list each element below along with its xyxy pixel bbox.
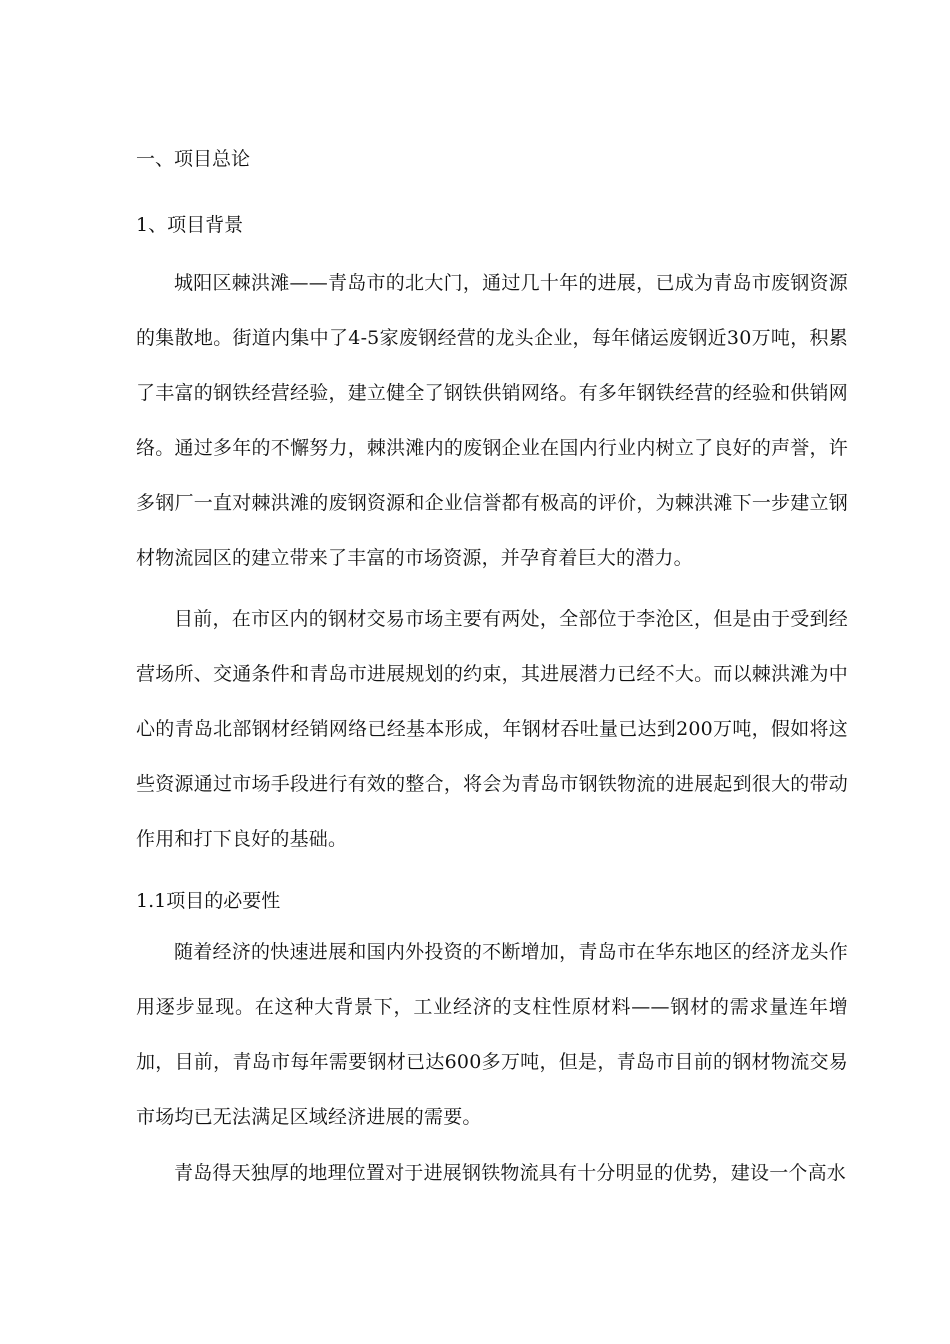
paragraph-background-1: 城阳区棘洪滩——青岛市的北大门，通过几十年的进展，已成为青岛市废钢资源的集散地。街道内集中了4-5家废钢经营的龙头企业，每年储运废钢近30万吨，积累了丰富的钢铁经营经验，建立健全了钢铁供销网络。有多年钢铁经营的经验和供销网络。通过多年的不懈努力，棘洪滩内的废钢企业在国内行业内树立了良好的声誉，许多钢厂一直对棘洪滩的废钢资源和企业信誉都有极高的评价，为棘洪滩下一步建立钢材物流园区的建立带来了丰富的市场资源，并孕育着巨大的潜力。 bbox=[136, 272, 848, 569]
paragraph-necessity-1: 随着经济的快速进展和国内外投资的不断增加，青岛市在华东地区的经济龙头作用逐步显现。在这种大背景下，工业经济的支柱性原材料——钢材的需求量连年增加，目前，青岛市每年需要钢材已达600多万吨，但是，青岛市目前的钢材物流交易市场均已无法满足区域经济进展的需要。 bbox=[136, 941, 848, 1128]
subsection-heading-background: 1、项目背景 bbox=[136, 214, 244, 236]
section-heading: 一、项目总论 bbox=[136, 148, 251, 170]
paragraph-background-2: 目前，在市区内的钢材交易市场主要有两处，全部位于李沧区，但是由于受到经营场所、交通条件和青岛市进展规划的约束，其进展潜力已经不大。而以棘洪滩为中心的青岛北部钢材经销网络已经基本形成，年钢材吞吐量已达到200万吨，假如将这些资源通过市场手段进行有效的整合，将会为青岛市钢铁物流的进展起到很大的带动作用和打下良好的基础。 bbox=[136, 608, 848, 850]
paragraph-necessity-2: 青岛得天独厚的地理位置对于进展钢铁物流具有十分明显的优势，建设一个高水 bbox=[174, 1162, 847, 1184]
subsection-heading-necessity: 1.1项目的必要性 bbox=[136, 890, 281, 912]
